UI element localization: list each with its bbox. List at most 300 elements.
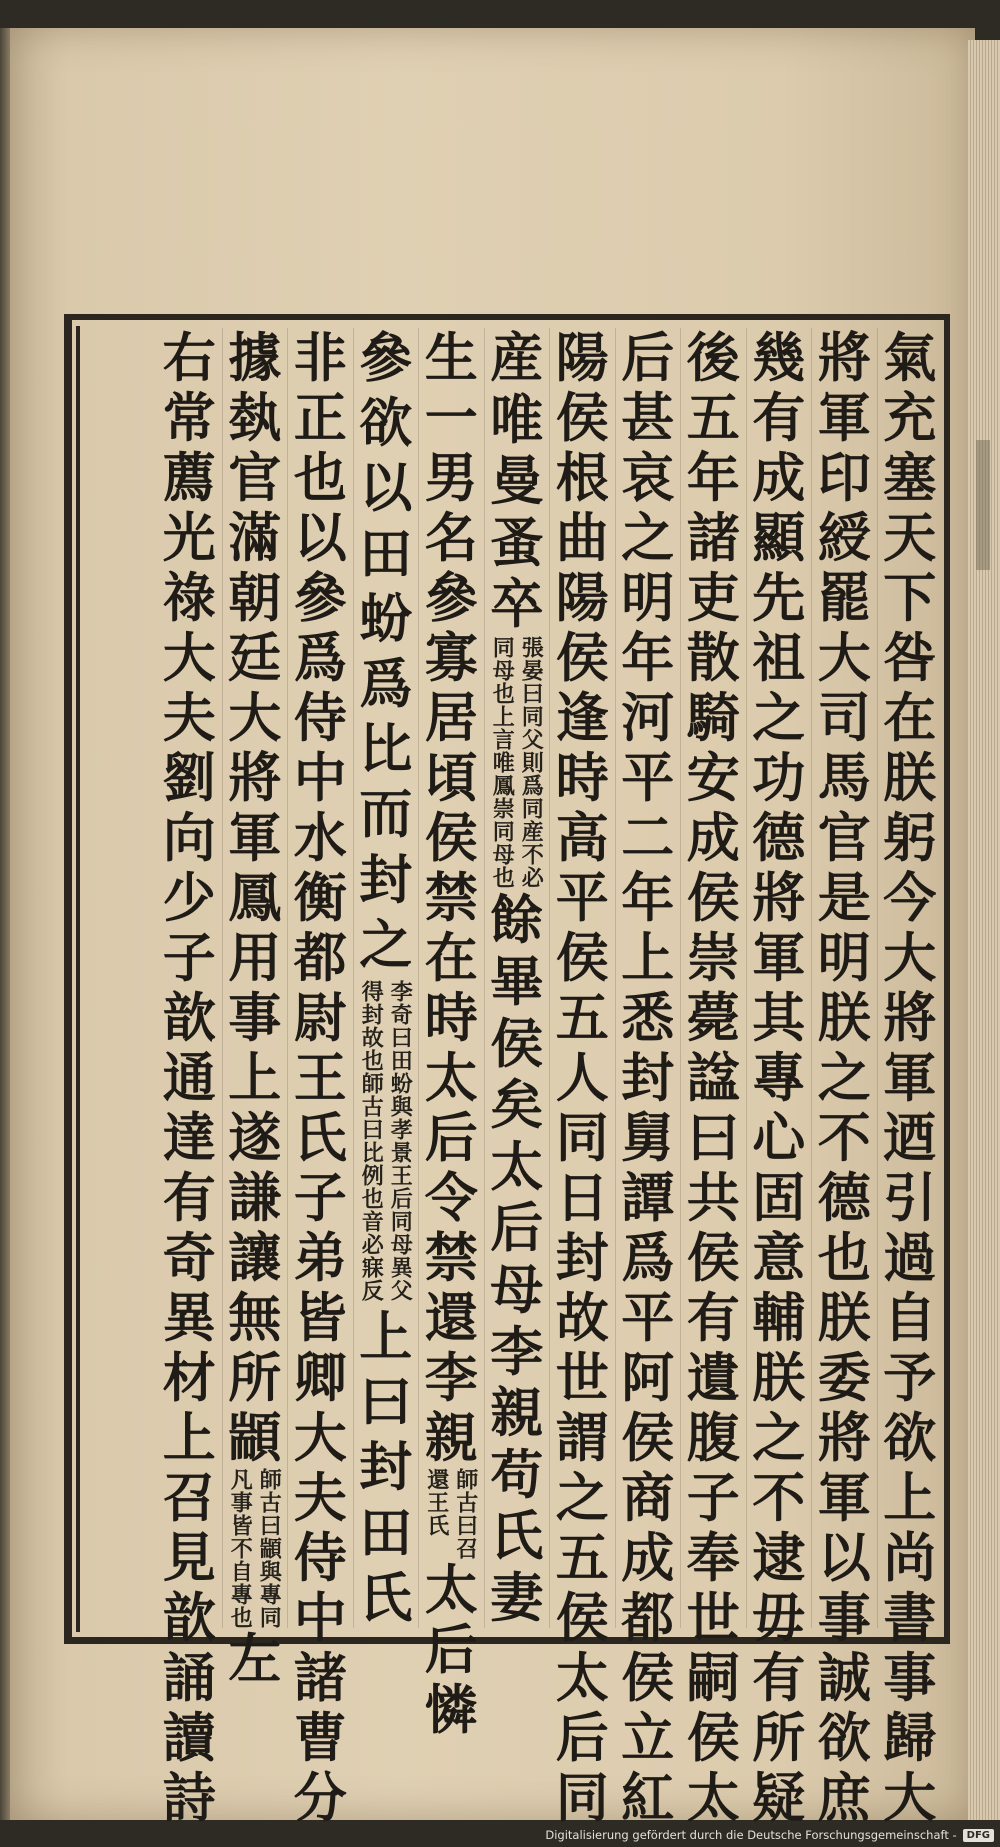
main-character: 衡	[293, 867, 347, 929]
main-character: 祿	[162, 567, 216, 629]
main-character: 綬	[817, 507, 871, 569]
main-character: 有	[752, 387, 806, 449]
footer-credit: Digitalisierung gefördert durch die Deutsche Forschungsgemeinschaft -	[545, 1828, 957, 1842]
main-character: 是	[817, 867, 871, 929]
main-character: 苟	[490, 1443, 544, 1506]
main-character: 召	[162, 1467, 216, 1529]
main-character: 侯	[490, 1012, 544, 1075]
main-character: 引	[883, 1167, 937, 1229]
main-character: 后	[555, 1707, 609, 1769]
main-character: 封	[555, 1227, 609, 1289]
main-character: 唯	[490, 388, 544, 451]
main-character: 逢	[555, 687, 609, 749]
main-character: 蚤	[490, 511, 544, 574]
main-character: 滿	[228, 507, 282, 569]
main-character: 侍	[293, 687, 347, 749]
main-character: 都	[293, 927, 347, 989]
main-character: 不	[817, 1107, 871, 1169]
main-character: 官	[228, 447, 282, 509]
main-character: 安	[686, 747, 740, 809]
main-character: 平	[555, 867, 609, 929]
main-character: 大	[162, 627, 216, 689]
main-character: 過	[883, 1227, 937, 1289]
main-character: 還	[424, 1287, 478, 1349]
main-character: 德	[817, 1167, 871, 1229]
main-character: 卿	[293, 1347, 347, 1409]
main-character: 軍	[752, 927, 806, 989]
main-character: 欲	[883, 1407, 937, 1469]
main-character: 上	[621, 927, 675, 989]
main-character: 母	[490, 1258, 544, 1321]
main-character: 年	[621, 627, 675, 689]
main-character: 高	[555, 807, 609, 869]
main-character: 謂	[555, 1407, 609, 1469]
commentary-line: 凡事皆不自專也	[227, 1468, 254, 1629]
main-character: 男	[424, 447, 478, 509]
main-character: 産	[490, 327, 544, 389]
main-character: 廷	[228, 627, 282, 689]
main-character: 德	[752, 807, 806, 869]
main-character: 蚡	[359, 587, 413, 650]
main-character: 立	[621, 1707, 675, 1769]
main-character: 諸	[686, 507, 740, 569]
main-character: 崇	[686, 927, 740, 989]
commentary-line: 得封故也師古曰比例也音必寐反	[358, 979, 385, 1302]
main-character: 在	[883, 687, 937, 749]
main-character: 先	[752, 567, 806, 629]
main-character: 都	[621, 1587, 675, 1649]
commentary-note	[227, 1468, 282, 1629]
main-character: 封	[621, 1047, 675, 1109]
main-character: 氣	[883, 327, 937, 389]
main-character: 太	[555, 1647, 609, 1709]
main-character: 成	[621, 1527, 675, 1589]
main-character: 爲	[621, 1227, 675, 1289]
main-character: 太	[424, 1559, 478, 1621]
main-character: 王	[293, 1047, 347, 1109]
text-column	[157, 327, 222, 1829]
main-character: 寡	[424, 627, 478, 689]
commentary-line: 李奇曰田蚡與孝景王后同母異父	[387, 979, 414, 1302]
main-character: 皆	[293, 1287, 347, 1349]
main-character: 顯	[752, 507, 806, 569]
main-character: 中	[293, 1587, 347, 1649]
main-character: 印	[817, 447, 871, 509]
main-character: 參	[424, 567, 478, 629]
main-character: 曲	[555, 507, 609, 569]
main-character: 阿	[621, 1347, 675, 1409]
main-character: 明	[817, 927, 871, 989]
main-character: 悉	[621, 987, 675, 1049]
main-character: 其	[752, 987, 806, 1049]
main-character: 水	[293, 807, 347, 869]
main-character: 令	[424, 1167, 478, 1229]
main-character: 達	[162, 1107, 216, 1169]
main-character: 李	[424, 1347, 478, 1409]
main-character: 尚	[883, 1527, 937, 1589]
main-character: 所	[752, 1707, 806, 1769]
commentary-line: 師古曰召	[452, 1468, 479, 1560]
main-character: 曰	[359, 1371, 413, 1434]
main-character: 后	[424, 1619, 478, 1681]
dfg-logo: DFG	[963, 1829, 994, 1842]
main-character: 后	[490, 1197, 544, 1260]
main-character: 哀	[621, 447, 675, 509]
main-character: 下	[883, 567, 937, 629]
main-character: 上	[359, 1306, 413, 1369]
text-column	[418, 327, 484, 1741]
main-character: 據	[228, 327, 282, 389]
main-character: 功	[752, 747, 806, 809]
main-character: 曼	[490, 450, 544, 513]
main-character: 中	[293, 747, 347, 809]
main-character: 不	[752, 1467, 806, 1529]
main-character: 將	[817, 327, 871, 389]
main-character: 有	[162, 1167, 216, 1229]
main-character: 劉	[162, 747, 216, 809]
page-stack-edge	[968, 40, 1000, 1820]
main-character: 腹	[686, 1407, 740, 1469]
main-character: 薨	[686, 987, 740, 1049]
main-character: 子	[293, 1167, 347, 1229]
main-character: 迺	[883, 1107, 937, 1169]
main-character: 之	[752, 687, 806, 749]
main-character: 大	[293, 1407, 347, 1469]
main-character: 軍	[817, 387, 871, 449]
main-character: 成	[752, 447, 806, 509]
main-character: 比	[359, 718, 413, 781]
digitization-footer	[545, 1825, 994, 1845]
main-character: 向	[162, 807, 216, 869]
main-character: 事	[883, 1647, 937, 1709]
text-column	[353, 328, 419, 1628]
main-character: 之	[359, 913, 413, 976]
main-character: 誠	[817, 1647, 871, 1709]
main-character: 后	[424, 1107, 478, 1169]
main-character: 名	[424, 507, 478, 569]
main-character: 司	[817, 687, 871, 749]
main-character: 侍	[293, 1527, 347, 1589]
main-character: 一	[424, 387, 478, 449]
main-character: 曰	[686, 1107, 740, 1169]
main-character: 上	[228, 1047, 282, 1109]
main-character: 以	[359, 457, 413, 520]
main-character: 人	[555, 1047, 609, 1109]
main-character: 封	[359, 1436, 413, 1499]
main-character: 躬	[883, 807, 937, 869]
main-character: 餘	[490, 889, 544, 952]
main-character: 時	[424, 987, 478, 1049]
main-character: 疑	[752, 1767, 806, 1829]
main-character: 正	[293, 387, 347, 449]
main-character: 也	[817, 1227, 871, 1289]
main-character: 侯	[686, 1707, 740, 1769]
main-character: 譚	[621, 1167, 675, 1229]
main-character: 將	[883, 987, 937, 1049]
text-column	[222, 327, 288, 1690]
main-character: 畢	[490, 951, 544, 1014]
main-character: 自	[883, 1287, 937, 1349]
main-character: 五	[686, 387, 740, 449]
main-character: 平	[621, 1287, 675, 1349]
main-character: 少	[162, 867, 216, 929]
main-character: 遂	[228, 1107, 282, 1169]
main-character: 禁	[424, 1227, 478, 1289]
main-character: 毋	[752, 1587, 806, 1649]
main-character: 侯	[686, 1227, 740, 1289]
main-character: 罷	[817, 567, 871, 629]
main-character: 封	[359, 848, 413, 911]
main-character: 朕	[817, 987, 871, 1049]
main-character: 有	[752, 1647, 806, 1709]
main-character: 咎	[883, 627, 937, 689]
main-character: 大	[883, 1767, 937, 1829]
main-character: 軍	[817, 1467, 871, 1529]
main-character: 以	[817, 1527, 871, 1589]
main-character: 予	[883, 1347, 937, 1409]
main-character: 而	[359, 783, 413, 846]
main-character: 諡	[686, 1047, 740, 1109]
main-character: 嗣	[686, 1647, 740, 1709]
main-character: 左	[228, 1628, 282, 1690]
main-character: 異	[162, 1287, 216, 1349]
frame-inner-rule	[76, 326, 80, 1632]
main-character: 時	[555, 747, 609, 809]
text-column	[484, 328, 550, 1628]
main-character: 將	[817, 1407, 871, 1469]
main-character: 也	[293, 447, 347, 509]
main-character: 專	[752, 1047, 806, 1109]
main-character: 之	[555, 1467, 609, 1529]
main-character: 天	[883, 507, 937, 569]
main-character: 朝	[228, 567, 282, 629]
main-character: 氏	[359, 1566, 413, 1629]
main-character: 親	[424, 1407, 478, 1469]
main-character: 明	[621, 567, 675, 629]
main-character: 欲	[359, 392, 413, 455]
text-column	[746, 327, 812, 1829]
main-character: 根	[555, 447, 609, 509]
main-character: 侯	[555, 1587, 609, 1649]
main-character: 馬	[817, 747, 871, 809]
main-character: 有	[686, 1287, 740, 1349]
main-character: 夫	[162, 687, 216, 749]
main-character: 書	[883, 1587, 937, 1649]
main-character: 用	[228, 927, 282, 989]
commentary-note	[424, 1468, 479, 1560]
main-character: 大	[817, 627, 871, 689]
main-character: 光	[162, 507, 216, 569]
main-character: 奇	[162, 1227, 216, 1289]
main-character: 子	[162, 927, 216, 989]
text-column	[287, 327, 353, 1829]
main-character: 之	[621, 507, 675, 569]
main-character: 同	[555, 1107, 609, 1169]
main-character: 侯	[686, 867, 740, 929]
main-character: 太	[424, 1047, 478, 1109]
main-character: 朕	[752, 1347, 806, 1409]
text-column	[877, 327, 943, 1829]
main-character: 散	[686, 627, 740, 689]
main-character: 田	[359, 522, 413, 585]
main-character: 非	[293, 327, 347, 389]
commentary-note	[358, 980, 413, 1302]
main-character: 爲	[293, 627, 347, 689]
main-character: 充	[883, 387, 937, 449]
main-character: 河	[621, 687, 675, 749]
main-character: 年	[686, 447, 740, 509]
main-character: 妻	[490, 1566, 544, 1629]
main-character: 顓	[228, 1407, 282, 1469]
main-character: 埶	[228, 387, 282, 449]
main-character: 騎	[686, 687, 740, 749]
main-character: 鳳	[228, 867, 282, 929]
main-character: 朕	[883, 747, 937, 809]
main-character: 氏	[490, 1505, 544, 1568]
main-character: 居	[424, 687, 478, 749]
main-character: 子	[686, 1467, 740, 1529]
main-character: 田	[359, 1501, 413, 1564]
main-character: 歸	[883, 1707, 937, 1769]
main-character: 弟	[293, 1227, 347, 1289]
main-character: 禁	[424, 867, 478, 929]
main-character: 太	[686, 1767, 740, 1829]
main-character: 官	[817, 807, 871, 869]
main-character: 陽	[555, 567, 609, 629]
main-character: 故	[555, 1287, 609, 1349]
main-character: 詩	[162, 1767, 216, 1829]
main-character: 成	[686, 807, 740, 869]
main-character: 奉	[686, 1527, 740, 1589]
main-character: 固	[752, 1167, 806, 1229]
main-character: 軍	[228, 807, 282, 869]
main-character: 分	[293, 1767, 347, 1829]
main-character: 心	[752, 1107, 806, 1169]
main-character: 讓	[228, 1227, 282, 1289]
main-character: 太	[490, 1135, 544, 1198]
main-character: 憐	[424, 1679, 478, 1741]
main-character: 共	[686, 1167, 740, 1229]
main-character: 氏	[293, 1107, 347, 1169]
main-character: 將	[228, 747, 282, 809]
main-character: 通	[162, 1047, 216, 1109]
commentary-line: 同母也上言唯鳳崇同母也	[489, 635, 516, 889]
main-character: 軍	[883, 1047, 937, 1109]
main-character: 生	[424, 327, 478, 389]
main-character: 上	[883, 1467, 937, 1529]
main-character: 事	[817, 1587, 871, 1649]
main-character: 後	[686, 327, 740, 389]
text-column	[811, 327, 877, 1829]
main-character: 同	[555, 1767, 609, 1829]
main-character: 紅	[621, 1767, 675, 1829]
main-character: 朕	[817, 1287, 871, 1349]
main-character: 材	[162, 1347, 216, 1409]
main-character: 矣	[490, 1074, 544, 1137]
main-character: 夫	[293, 1467, 347, 1529]
main-character: 欲	[817, 1707, 871, 1769]
main-character: 將	[752, 867, 806, 929]
main-character: 輔	[752, 1287, 806, 1349]
main-character: 侯	[555, 627, 609, 689]
main-character: 李	[490, 1320, 544, 1383]
main-character: 謙	[228, 1167, 282, 1229]
main-character: 參	[293, 567, 347, 629]
main-character: 爲	[359, 652, 413, 715]
main-character: 在	[424, 927, 478, 989]
main-character: 尉	[293, 987, 347, 1049]
main-character: 二	[621, 807, 675, 869]
main-character: 右	[162, 327, 216, 389]
main-character: 年	[621, 867, 675, 929]
main-character: 歆	[162, 987, 216, 1049]
main-character: 幾	[752, 327, 806, 389]
main-character: 侯	[621, 1407, 675, 1469]
main-character: 諸	[293, 1647, 347, 1709]
main-character: 頃	[424, 747, 478, 809]
main-character: 庶	[817, 1767, 871, 1829]
main-character: 侯	[555, 927, 609, 989]
main-character: 侯	[621, 1647, 675, 1709]
commentary-line: 師古曰顓與專同	[256, 1468, 283, 1629]
main-character: 大	[883, 927, 937, 989]
text-column	[615, 327, 681, 1829]
commentary-line: 還王氏	[423, 1468, 450, 1537]
text-columns	[157, 327, 942, 1829]
main-character: 卒	[490, 573, 544, 636]
commentary-line: 張晏曰同父則爲同産不必	[518, 635, 545, 889]
main-character: 無	[228, 1287, 282, 1349]
main-character: 逮	[752, 1527, 806, 1589]
main-character: 薦	[162, 447, 216, 509]
main-character: 親	[490, 1382, 544, 1445]
main-character: 所	[228, 1347, 282, 1409]
main-character: 商	[621, 1467, 675, 1529]
main-character: 侯	[555, 387, 609, 449]
main-character: 見	[162, 1527, 216, 1589]
main-character: 吏	[686, 567, 740, 629]
main-character: 五	[555, 987, 609, 1049]
main-character: 世	[686, 1587, 740, 1649]
main-character: 常	[162, 387, 216, 449]
main-character: 后	[621, 327, 675, 389]
main-character: 甚	[621, 387, 675, 449]
main-character: 侯	[424, 807, 478, 869]
main-character: 以	[293, 507, 347, 569]
main-character: 陽	[555, 327, 609, 389]
main-character: 上	[162, 1407, 216, 1469]
main-character: 之	[752, 1407, 806, 1469]
main-character: 委	[817, 1347, 871, 1409]
main-character: 遺	[686, 1347, 740, 1409]
main-character: 今	[883, 867, 937, 929]
main-character: 日	[555, 1167, 609, 1229]
main-character: 事	[228, 987, 282, 1049]
main-character: 祖	[752, 627, 806, 689]
main-character: 之	[817, 1047, 871, 1109]
main-character: 五	[555, 1527, 609, 1589]
main-character: 參	[359, 327, 413, 389]
main-character: 平	[621, 747, 675, 809]
main-character: 曹	[293, 1707, 347, 1769]
main-character: 意	[752, 1227, 806, 1289]
main-character: 讀	[162, 1707, 216, 1769]
commentary-note	[489, 636, 544, 889]
main-character: 歆	[162, 1587, 216, 1649]
main-character: 世	[555, 1347, 609, 1409]
main-character: 誦	[162, 1647, 216, 1709]
main-character: 塞	[883, 447, 937, 509]
